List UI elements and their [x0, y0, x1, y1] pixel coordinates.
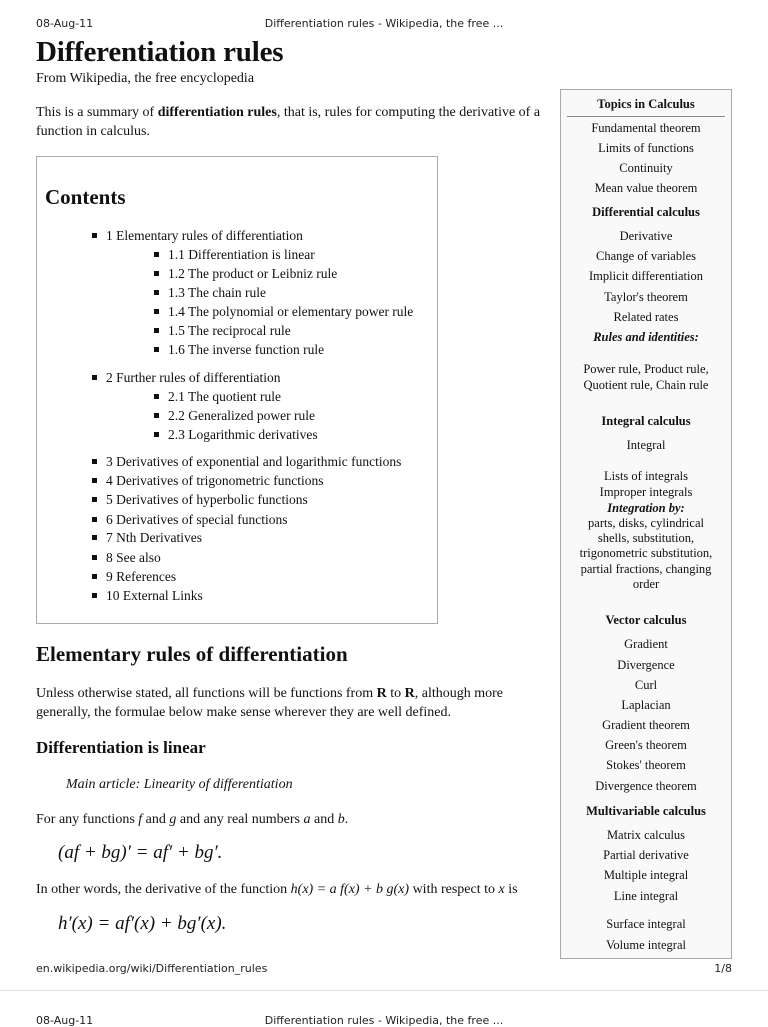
toc-item[interactable]: 4 Derivatives of trigonometric functions	[92, 473, 323, 489]
sidebar-heading: Differential calculus	[592, 205, 700, 219]
table-of-contents	[36, 156, 438, 624]
sidebar-link[interactable]: Partial derivative	[603, 848, 689, 862]
sidebar-link[interactable]: parts, disks, cylindrical	[588, 516, 704, 530]
sidebar-link[interactable]: Taylor's theorem	[604, 290, 688, 304]
toc-item[interactable]: 6 Derivatives of special functions	[92, 512, 287, 528]
sidebar-link[interactable]: Volume integral	[606, 938, 686, 952]
page-separator	[0, 990, 768, 991]
sidebar-subheading: Rules and identities:	[593, 330, 699, 344]
print-date: 08-Aug-11	[36, 1014, 94, 1027]
sidebar-subheading: Integration by:	[607, 501, 685, 515]
toc-item[interactable]: 1 Elementary rules of differentiation	[92, 228, 303, 244]
sidebar-link[interactable]: Implicit differentiation	[589, 269, 703, 283]
print-title: Differentiation rules - Wikipedia, the free ...	[264, 1014, 504, 1027]
sidebar-heading: Multivariable calculus	[586, 804, 706, 818]
sidebar-link[interactable]: Curl	[634, 678, 658, 692]
page-title: Differentiation rules	[36, 36, 284, 68]
sidebar-link[interactable]: Gradient	[624, 637, 668, 651]
sidebar-link[interactable]: Stokes' theorem	[606, 758, 686, 772]
sidebar-link[interactable]: Surface integral	[606, 917, 686, 931]
formula-derivative: h′(x) = af′(x) + bg′(x).	[58, 913, 227, 934]
section-paragraph: Unless otherwise stated, all functions will be functions from R to R, although more generally, the formulae below make sense wherever they are well defined.	[36, 686, 504, 720]
toc-item[interactable]: 5 Derivatives of hyperbolic functions	[92, 492, 308, 508]
sidebar-link[interactable]: Power rule, Product rule,	[583, 362, 709, 376]
formula-linearity: (af + bg)′ = af′ + bg′.	[58, 842, 223, 863]
sidebar-link[interactable]: Mean value theorem	[594, 181, 698, 195]
sidebar-link[interactable]: Matrix calculus	[606, 828, 686, 842]
linearity-paragraph: For any functions f and g and any real numbers a and b.	[36, 812, 349, 827]
sidebar-link[interactable]: Related rates	[613, 310, 679, 324]
footer-url: en.wikipedia.org/wiki/Differentiation_rules	[36, 962, 268, 975]
sidebar-link[interactable]: Change of variables	[596, 249, 696, 263]
sidebar-link[interactable]: Multiple integral	[603, 868, 689, 882]
toc-item[interactable]: 1.2 The product or Leibniz rule	[154, 266, 337, 282]
toc-item[interactable]: 3 Derivatives of exponential and logarithmic functions	[92, 454, 401, 470]
sidebar-heading: Vector calculus	[605, 613, 687, 627]
sidebar-link[interactable]: Quotient rule, Chain rule	[583, 378, 709, 392]
sidebar-link[interactable]: Limits of functions	[598, 141, 694, 155]
toc-item[interactable]: 2.1 The quotient rule	[154, 389, 281, 405]
sidebar-link[interactable]: Divergence theorem	[595, 779, 697, 793]
sidebar-link[interactable]: Continuity	[619, 161, 673, 175]
sidebar-link[interactable]: Integral	[626, 438, 666, 452]
sidebar-link[interactable]: Laplacian	[621, 698, 671, 712]
print-title: Differentiation rules - Wikipedia, the free ...	[264, 17, 504, 30]
sidebar-link[interactable]: Green's theorem	[605, 738, 687, 752]
sidebar-link[interactable]: Improper integrals	[599, 485, 693, 499]
sidebar-link[interactable]: Divergence	[617, 658, 675, 672]
calculus-sidebar	[560, 89, 732, 959]
toc-item[interactable]: 1.6 The inverse function rule	[154, 342, 324, 358]
sidebar-link[interactable]: order	[632, 577, 660, 591]
section-heading: Elementary rules of differentiation	[36, 642, 348, 666]
sidebar-link[interactable]: Fundamental theorem	[591, 121, 701, 135]
sidebar-link[interactable]: partial fractions, changing	[580, 562, 712, 576]
sidebar-title: Topics in Calculus	[597, 97, 695, 111]
toc-item[interactable]: 1.1 Differentiation is linear	[154, 247, 315, 263]
toc-item[interactable]: 2.3 Logarithmic derivatives	[154, 427, 318, 443]
sidebar-heading: Integral calculus	[601, 414, 691, 428]
sidebar-link[interactable]: Lists of integrals	[603, 469, 688, 483]
page-number: 1/8	[714, 962, 732, 975]
sidebar-link[interactable]: trigonometric substitution,	[579, 546, 713, 560]
toc-item[interactable]: 1.3 The chain rule	[154, 285, 266, 301]
print-footer	[36, 962, 732, 975]
toc-title: Contents	[45, 185, 126, 209]
toc-item[interactable]: 10 External Links	[92, 588, 203, 604]
sidebar-link[interactable]: Line integral	[613, 889, 679, 903]
intro-paragraph: This is a summary of differentiation rules, that is, rules for computing the derivative of a function in calculus.	[36, 105, 541, 139]
derivative-paragraph: In other words, the derivative of the function h(x) = a f(x) + b g(x) with respect to x is	[36, 882, 518, 897]
toc-item[interactable]: 1.4 The polynomial or elementary power rule	[154, 304, 413, 320]
page-subtitle: From Wikipedia, the free encyclopedia	[36, 71, 255, 86]
sidebar-link[interactable]: Derivative	[619, 229, 673, 243]
main-article-link[interactable]: Main article: Linearity of differentiation	[66, 777, 293, 792]
toc-item[interactable]: 2 Further rules of differentiation	[92, 370, 280, 386]
sidebar-link[interactable]: Gradient theorem	[602, 718, 690, 732]
toc-item[interactable]: 2.2 Generalized power rule	[154, 408, 315, 424]
toc-item[interactable]: 7 Nth Derivatives	[92, 530, 202, 546]
intro-bold-link[interactable]: differentiation rules	[157, 105, 277, 120]
toc-item[interactable]: 1.5 The reciprocal rule	[154, 323, 291, 339]
sidebar-link[interactable]: shells, substitution,	[597, 531, 695, 545]
print-date: 08-Aug-11	[36, 17, 94, 30]
toc-item[interactable]: 9 References	[92, 569, 176, 585]
sidebar-divider	[567, 116, 725, 117]
toc-item[interactable]: 8 See also	[92, 550, 161, 566]
subsection-heading: Differentiation is linear	[36, 738, 206, 757]
